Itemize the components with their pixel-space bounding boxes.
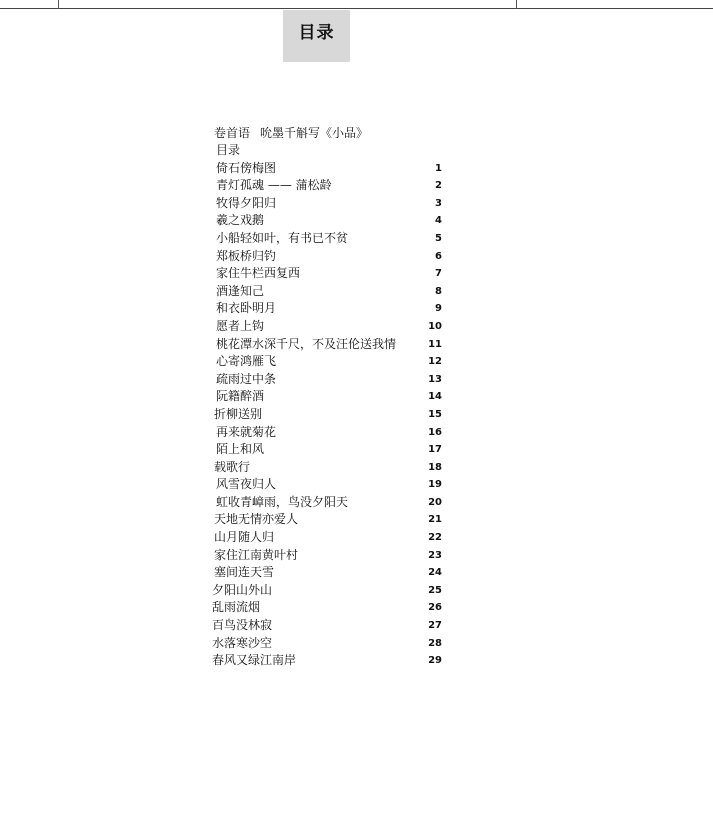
toc-entry-page: 13: [428, 373, 442, 385]
toc-entry-title: 风雪夜归人: [216, 477, 277, 492]
toc-entry[interactable]: [200, 459, 442, 477]
toc-entry-page: 4: [435, 215, 442, 227]
page-title-box: [283, 10, 350, 62]
toc-entry[interactable]: [200, 652, 442, 670]
crop-mark-right: [516, 0, 517, 9]
toc-entry-title: 塞间连天雪: [214, 565, 275, 580]
toc-entry[interactable]: [200, 300, 442, 318]
toc-entry-title: 倚石傍梅图: [216, 160, 277, 175]
preface-line: [214, 124, 368, 142]
toc-entry-title: 酒逢知己: [216, 283, 265, 298]
toc-entry-page: 16: [428, 426, 442, 438]
toc-entry-title: 载歌行: [214, 459, 251, 474]
toc-entry-title: 山月随人归: [214, 530, 275, 545]
toc-entry-page: 15: [428, 408, 442, 420]
toc-entry[interactable]: [200, 441, 442, 459]
toc-entry[interactable]: [200, 142, 442, 160]
toc-entry-title: 夕阳山外山: [212, 582, 273, 597]
toc-entry-page: 2: [435, 180, 442, 192]
toc-entry[interactable]: [200, 582, 442, 600]
toc-entry-page: 19: [428, 479, 442, 491]
toc-entry[interactable]: [200, 494, 442, 512]
table-of-contents: [200, 142, 442, 670]
toc-entry-title: 春风又绿江南岸: [212, 653, 297, 668]
toc-entry-page: 17: [428, 444, 442, 456]
toc-entry[interactable]: [200, 230, 442, 248]
toc-entry[interactable]: [200, 318, 442, 336]
page-title: 目录: [298, 23, 335, 43]
toc-entry-title: 陌上和风: [216, 442, 265, 457]
toc-entry-page: 10: [428, 320, 442, 332]
preface-title: 吮墨千斛写《小品》: [260, 126, 369, 140]
toc-entry-page: 25: [428, 584, 442, 596]
toc-entry-page: 20: [428, 496, 442, 508]
toc-entry-page: 7: [435, 268, 442, 280]
toc-entry-page: 6: [435, 250, 442, 262]
toc-entry-title: 心寄鸿雁飞: [216, 354, 277, 369]
toc-entry[interactable]: [200, 265, 442, 283]
toc-entry-page: 18: [428, 461, 442, 473]
toc-entry[interactable]: [200, 599, 442, 617]
toc-entry[interactable]: [200, 635, 442, 653]
toc-entry[interactable]: [200, 248, 442, 266]
crop-mark-left: [58, 0, 59, 9]
toc-entry-page: 28: [428, 637, 442, 649]
preface-label: 卷首语: [214, 126, 251, 140]
toc-entry-page: 24: [428, 567, 442, 579]
toc-entry-title: 折柳送别: [214, 406, 263, 421]
toc-entry-title: 愿者上钩: [216, 318, 265, 333]
toc-entry[interactable]: [200, 388, 442, 406]
toc-entry-page: 26: [428, 602, 442, 614]
toc-entry-title: 桃花潭水深千尺，不及汪伦送我情: [216, 336, 397, 351]
toc-entry-title: 乱雨流烟: [212, 600, 261, 615]
toc-entry-page: 8: [435, 285, 442, 297]
toc-entry[interactable]: [200, 564, 442, 582]
toc-entry-title: 青灯孤魂 —— 蒲松龄: [216, 178, 332, 193]
toc-entry[interactable]: [200, 529, 442, 547]
toc-entry[interactable]: [200, 336, 442, 354]
toc-entry[interactable]: [200, 353, 442, 371]
toc-entry[interactable]: [200, 212, 442, 230]
toc-entry-title: 和衣卧明月: [216, 301, 277, 316]
toc-entry[interactable]: [200, 424, 442, 442]
toc-entry-page: 9: [435, 303, 442, 315]
toc-entry-page: 1: [435, 162, 442, 174]
toc-entry-page: 22: [428, 532, 442, 544]
toc-entry[interactable]: [200, 371, 442, 389]
toc-entry-title: 水落寒沙空: [212, 635, 273, 650]
toc-entry-title: 虹收青嶂雨，鸟没夕阳天: [216, 494, 349, 509]
toc-entry-title: 小船轻如叶，有书已不贫: [216, 230, 349, 245]
toc-entry-title: 阮籍醉酒: [216, 389, 265, 404]
toc-entry[interactable]: [200, 511, 442, 529]
toc-entry[interactable]: [200, 547, 442, 565]
toc-entry[interactable]: [200, 195, 442, 213]
toc-entry[interactable]: [200, 177, 442, 195]
toc-entry[interactable]: [200, 476, 442, 494]
toc-entry[interactable]: [200, 283, 442, 301]
toc-entry-page: 21: [428, 514, 442, 526]
toc-entry-title: 天地无情亦爱人: [214, 512, 299, 527]
toc-entry-page: 3: [435, 197, 442, 209]
toc-entry-page: 14: [428, 391, 442, 403]
toc-entry-page: 27: [428, 620, 442, 632]
toc-entry-title: 家住牛栏西复西: [216, 266, 301, 281]
toc-entry[interactable]: [200, 160, 442, 178]
toc-entry[interactable]: [200, 406, 442, 424]
toc-entry-title: 家住江南黄叶村: [214, 547, 299, 562]
toc-entry[interactable]: [200, 617, 442, 635]
toc-entry-page: 5: [435, 232, 442, 244]
toc-entry-page: 23: [428, 549, 442, 561]
toc-entry-page: 12: [428, 356, 442, 368]
toc-entry-page: 11: [428, 338, 442, 350]
toc-entry-title: 疏雨过中条: [216, 371, 277, 386]
toc-entry-title: 羲之戏鹅: [216, 213, 265, 228]
toc-entry-title: 百鸟没林寂: [212, 618, 273, 633]
toc-entry-title: 牧得夕阳归: [216, 195, 277, 210]
toc-entry-title: 目录: [216, 143, 241, 157]
toc-entry-page: 29: [428, 655, 442, 667]
toc-entry-title: 再来就菊花: [216, 424, 277, 439]
top-rule: [0, 8, 713, 9]
toc-entry-title: 郑板桥归钓: [216, 248, 277, 263]
